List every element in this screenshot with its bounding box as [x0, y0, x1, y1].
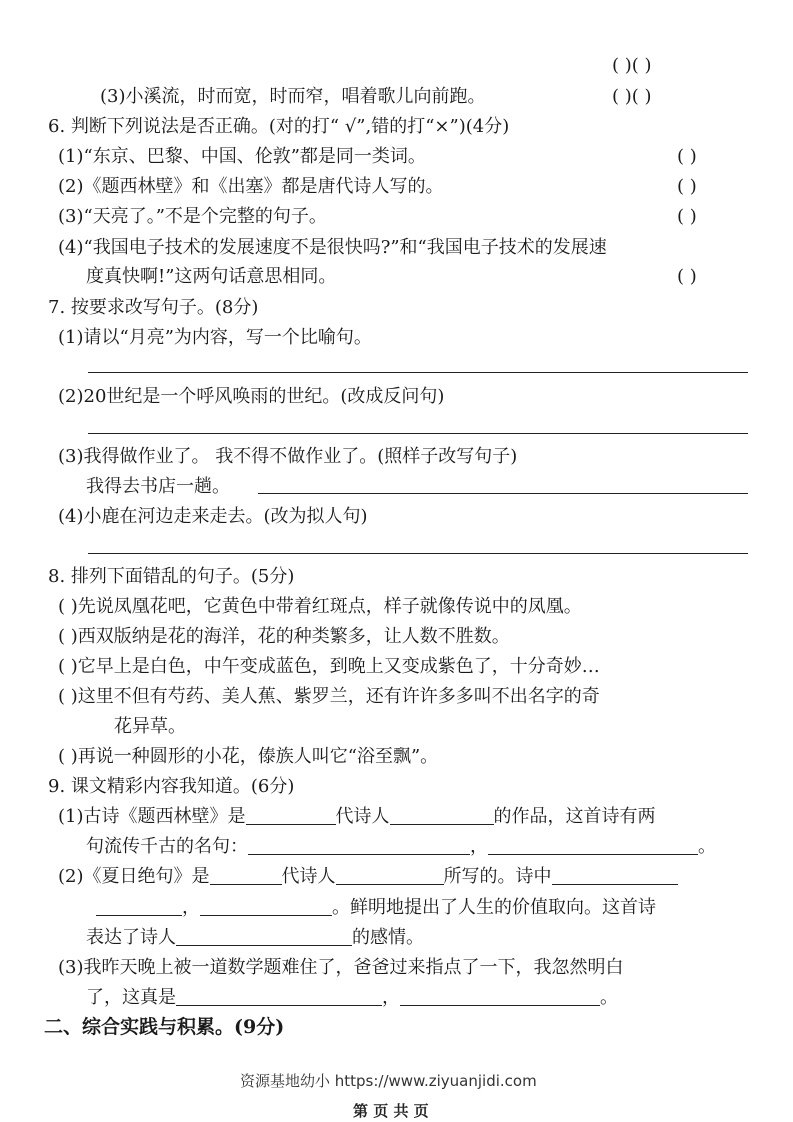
q9-item2-line3 [86, 925, 424, 951]
fill-blank[interactable] [176, 927, 352, 946]
answer-paren[interactable]: ( ) [677, 146, 697, 167]
answer-paren-pair[interactable]: ( )( ) [612, 55, 652, 76]
fill-blank[interactable] [488, 836, 698, 855]
q9-item2-line1 [58, 864, 678, 890]
q9-text: 句流传千古的名句： [86, 836, 248, 857]
q7-item3-line2: 我得去书店一趟。 [86, 476, 230, 497]
q9-text: 。鲜明地提出了人生的价值取向。这首诗 [332, 897, 656, 918]
q9-text: ， [382, 987, 400, 1008]
answer-paren-pair[interactable]: ( )( ) [612, 86, 652, 107]
q7-item3-line1: (3)我得做作业了。 我不得不做作业了。(照样子改写句子) [58, 446, 518, 467]
q9-text: 。 [698, 836, 716, 857]
q9-text: ， [182, 897, 200, 918]
watermark-text: 资源基地幼小 https://www.ziyuanjidi.com [240, 1072, 537, 1090]
fill-blank[interactable] [552, 866, 678, 885]
q6-item4-line2: 度真快啊!”这两句话意思相同。 [86, 266, 337, 287]
q9-title: 9. 课文精彩内容我知道。(6分) [48, 776, 295, 797]
fill-blank[interactable] [390, 806, 494, 825]
q9-text: 表达了诗人 [86, 927, 176, 948]
q8-item4-cont: 花异草。 [114, 716, 186, 737]
q9-text: 代诗人 [281, 866, 336, 887]
q9-item2-line2 [96, 895, 656, 921]
fill-blank[interactable] [246, 806, 336, 825]
q6-item4-line1: (4)“我国电子技术的发展速度不是很快吗?”和“我国电子技术的发展速 [58, 237, 607, 258]
answer-paren[interactable]: ( ) [677, 266, 697, 287]
answer-line[interactable] [258, 493, 748, 494]
q6-item2: (2)《题西林壁》和《出塞》都是唐代诗人写的。 [58, 176, 444, 197]
q8-item: ( )西双版纳是花的海洋，花的种类繁多，让人数不胜数。 [58, 626, 510, 647]
q8-item: ( )先说凤凰花吧，它黄色中带着红斑点，样子就像传说中的凤凰。 [58, 596, 582, 617]
q9-item1-line1 [58, 804, 656, 830]
q7-item4: (4)小鹿在河边走来走去。(改为拟人句) [58, 506, 368, 527]
answer-line[interactable] [88, 553, 748, 554]
answer-paren[interactable]: ( ) [677, 176, 697, 197]
q9-text: (1)古诗《题西林壁》是 [58, 806, 246, 827]
q9-item3-line1: (3)我昨天晚上被一道数学题难住了，爸爸过来指点了一下，我忽然明白 [58, 957, 624, 978]
q7-title: 7. 按要求改写句子。(8分) [48, 297, 259, 318]
q6-title: 6. 判断下列说法是否正确。(对的打“ √”,错的打“×”)(4分) [48, 116, 510, 137]
q7-item1: (1)请以“月亮”为内容，写一个比喻句。 [58, 327, 372, 348]
q9-item3-line2 [86, 985, 618, 1011]
q9-text: ， [470, 836, 488, 857]
q9-text: 的作品，这首诗有两 [493, 806, 656, 827]
fill-blank[interactable] [200, 897, 332, 916]
q7-item2: (2)20世纪是一个呼风唤雨的世纪。(改成反问句) [58, 386, 445, 407]
fill-blank[interactable] [176, 987, 382, 1006]
q8-item: ( )再说一种圆形的小花，傣族人叫它“浴至飘”。 [58, 746, 439, 767]
q9-text: 了，这真是 [86, 987, 176, 1008]
section2-title: 二、综合实践与积累。(9分) [44, 1016, 285, 1038]
q9-text: 所写的。诗中 [443, 866, 552, 887]
page-number: 第 页 共 页 [353, 1102, 429, 1120]
answer-line[interactable] [88, 433, 748, 434]
answer-paren[interactable]: ( ) [677, 206, 697, 227]
q5-item3: (3)小溪流，时而宽，时而窄，唱着歌儿向前跑。 [100, 86, 486, 107]
fill-blank[interactable] [210, 866, 282, 885]
q9-text: 的感情。 [352, 927, 424, 948]
q8-title: 8. 排列下面错乱的句子。(5分) [48, 566, 295, 587]
fill-blank[interactable] [400, 987, 600, 1006]
fill-blank[interactable] [336, 866, 444, 885]
answer-line[interactable] [88, 372, 748, 373]
q9-item1-line2 [86, 834, 716, 860]
q8-item: ( )它早上是白色，中午变成蓝色，到晚上又变成紫色了，十分奇妙… [58, 656, 600, 677]
q9-text: 代诗人 [335, 806, 390, 827]
q9-text: (2)《夏日绝句》是 [58, 866, 210, 887]
fill-blank[interactable] [96, 897, 182, 916]
q9-text: 。 [600, 987, 618, 1008]
q6-item3: (3)“天亮了。”不是个完整的句子。 [58, 206, 327, 227]
fill-blank[interactable] [248, 836, 470, 855]
q8-item: ( )这里不但有芍药、美人蕉、紫罗兰，还有许许多多叫不出名字的奇 [58, 686, 600, 707]
q6-item1: (1)“东京、巴黎、中国、伦敦”都是同一类词。 [58, 146, 426, 167]
